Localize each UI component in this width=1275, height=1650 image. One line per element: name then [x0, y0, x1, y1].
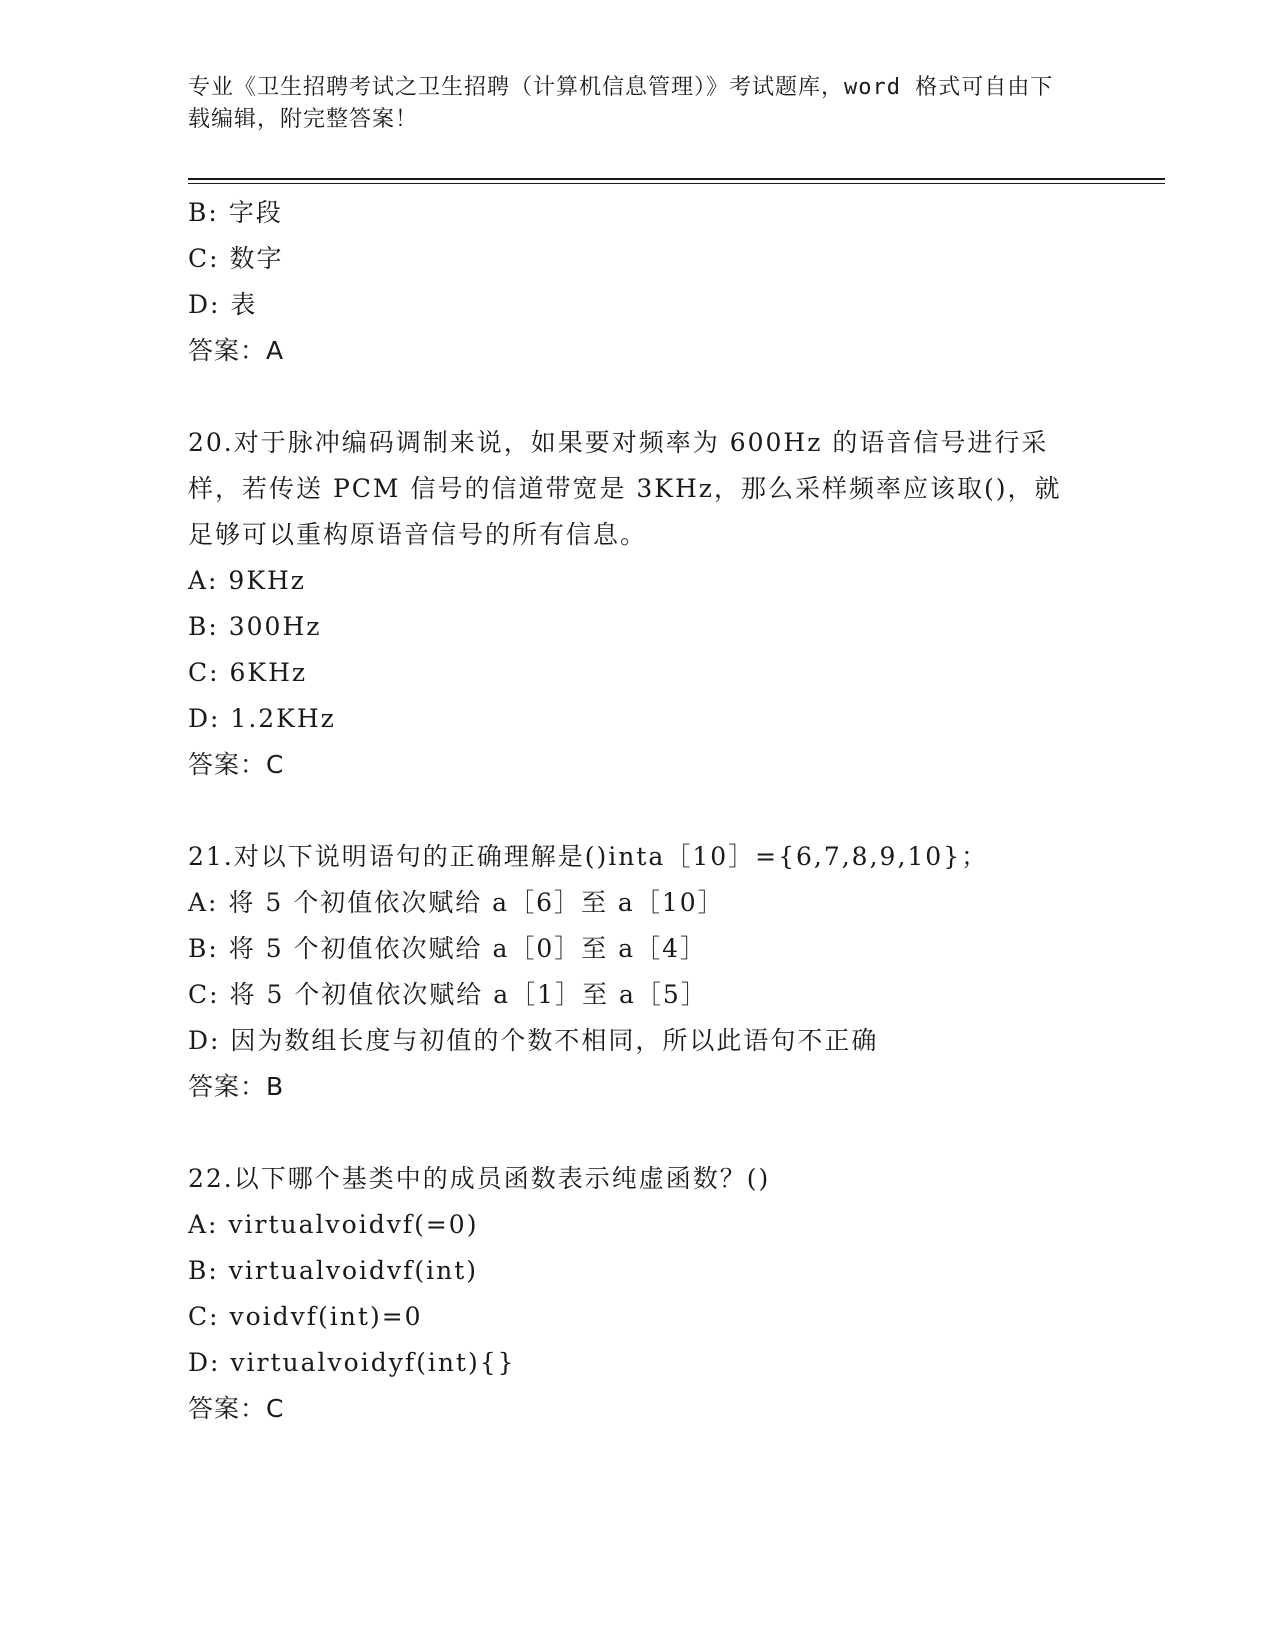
answer-line: 答案：C	[188, 750, 285, 779]
answer-line: 答案：A	[188, 336, 285, 365]
question-stem: 20.对于脉冲编码调制来说，如果要对频率为 600Hz 的语音信号进行采样，若传送 PCM 信号的信道带宽是 3KHz，那么采样频率应该取()，就足够可以重构原语音信号的所有信息。	[188, 428, 1062, 549]
question-stem: 22.以下哪个基类中的成员函数表示纯虚函数？()	[188, 1164, 771, 1193]
option-a: A: 将 5 个初值依次赋给 a［6］至 a［10］	[188, 888, 725, 917]
option-c: C: voidvf(int)=0	[188, 1302, 423, 1331]
spacer	[188, 1110, 1088, 1156]
option-d: D: 1.2KHz	[188, 704, 336, 733]
document-body	[188, 190, 1088, 1432]
option-d: D: virtualvoidyf(int){}	[188, 1348, 516, 1377]
option-d: D: 因为数组长度与初值的个数不相同，所以此语句不正确	[188, 1026, 879, 1055]
option-b: B: 将 5 个初值依次赋给 a［0］至 a［4］	[188, 934, 708, 963]
document-header: 专业《卫生招聘考试之卫生招聘（计算机信息管理）》考试题库，word 格式可自由下载编辑，附完整答案！	[188, 75, 1054, 132]
option-b: B: virtualvoidvf(int)	[188, 1256, 479, 1285]
option-c: C: 6KHz	[188, 658, 308, 687]
option-c: C: 将 5 个初值依次赋给 a［1］至 a［5］	[188, 980, 708, 1009]
question-22	[188, 1156, 1088, 1432]
question-21	[188, 834, 1088, 1110]
spacer	[188, 788, 1088, 834]
question-20	[188, 420, 1088, 788]
option-b: B: 字段	[188, 198, 283, 227]
option-a: A: virtualvoidvf(=0)	[188, 1210, 479, 1239]
question-stem: 21.对以下说明语句的正确理解是()inta［10］={6,7,8,9,10}；	[188, 842, 989, 871]
header-rule-thin	[188, 183, 1165, 184]
spacer	[188, 374, 1088, 420]
answer-line: 答案：B	[188, 1072, 285, 1101]
option-a: A: 9KHz	[188, 566, 306, 595]
header-rule-thick	[188, 178, 1165, 180]
option-c: C: 数字	[188, 244, 284, 273]
option-b: B: 300Hz	[188, 612, 322, 641]
option-d: D: 表	[188, 290, 258, 319]
question-block-continued	[188, 190, 1088, 374]
answer-line: 答案：C	[188, 1394, 285, 1423]
